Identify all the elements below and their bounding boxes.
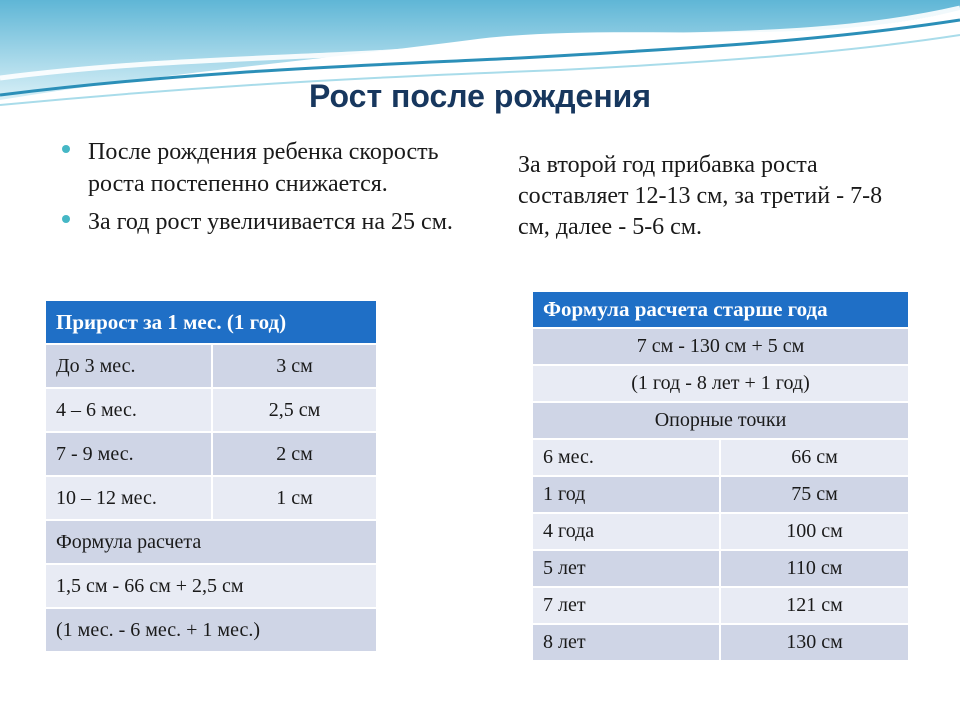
- height-cell: 110 см: [721, 551, 908, 586]
- formula-cell: 1,5 см - 66 см + 2,5 см: [46, 565, 376, 607]
- value-cell: 2 см: [213, 433, 376, 475]
- bullet-text: За год рост увеличивается на 25 см.: [88, 209, 453, 235]
- table-header: Прирост за 1 мес. (1 год): [46, 301, 376, 343]
- height-cell: 130 см: [721, 625, 908, 660]
- bullet-dot-icon: [62, 145, 70, 153]
- period-cell: 10 – 12 мес.: [46, 477, 211, 519]
- table-row: [533, 477, 908, 512]
- height-cell: 66 см: [721, 440, 908, 475]
- age-cell: 5 лет: [533, 551, 719, 586]
- table-row: [46, 433, 376, 475]
- age-cell: 6 мес.: [533, 440, 719, 475]
- table-row: [533, 588, 908, 623]
- bullet-item: [62, 206, 462, 238]
- period-cell: 7 - 9 мес.: [46, 433, 211, 475]
- period-cell: До 3 мес.: [46, 345, 211, 387]
- height-cell: 75 см: [721, 477, 908, 512]
- growth-summary-text: За второй год прибавка роста составляет 12-13 см, за третий - 7-8 см, далее - 5-6 см.: [518, 152, 883, 240]
- reference-points-label: Опорные точки: [533, 403, 908, 438]
- table-header: Формула расчета старше года: [533, 292, 908, 327]
- formula-label: Формула расчета: [46, 521, 376, 563]
- value-cell: 3 см: [213, 345, 376, 387]
- bullet-list: [62, 136, 462, 244]
- formula-cell: 7 см - 130 см + 5 см: [533, 329, 908, 364]
- table-row: [46, 345, 376, 387]
- formula-note-cell: (1 год - 8 лет + 1 год): [533, 366, 908, 401]
- table-row: [533, 514, 908, 549]
- table-row: [533, 551, 908, 586]
- age-cell: 4 года: [533, 514, 719, 549]
- value-cell: 2,5 см: [213, 389, 376, 431]
- table-row: [533, 366, 908, 401]
- table-row: [533, 403, 908, 438]
- table-row: [46, 565, 376, 607]
- bullet-item: [62, 136, 462, 200]
- table-row: [46, 477, 376, 519]
- bullet-text: После рождения ребенка скорость роста постепенно снижается.: [88, 139, 439, 197]
- age-cell: 8 лет: [533, 625, 719, 660]
- monthly-growth-table: [44, 299, 378, 653]
- age-cell: 1 год: [533, 477, 719, 512]
- table-row: [533, 329, 908, 364]
- value-cell: 1 см: [213, 477, 376, 519]
- table-row: [533, 440, 908, 475]
- period-cell: 4 – 6 мес.: [46, 389, 211, 431]
- yearly-growth-table: [531, 290, 910, 662]
- table-row: [46, 609, 376, 651]
- table-row: [533, 625, 908, 660]
- height-cell: 100 см: [721, 514, 908, 549]
- bullet-dot-icon: [62, 215, 70, 223]
- table-row: [46, 521, 376, 563]
- page-title: Рост после рождения: [308, 78, 651, 114]
- formula-note-cell: (1 мес. - 6 мес. + 1 мес.): [46, 609, 376, 651]
- table-row: [46, 389, 376, 431]
- age-cell: 7 лет: [533, 588, 719, 623]
- height-cell: 121 см: [721, 588, 908, 623]
